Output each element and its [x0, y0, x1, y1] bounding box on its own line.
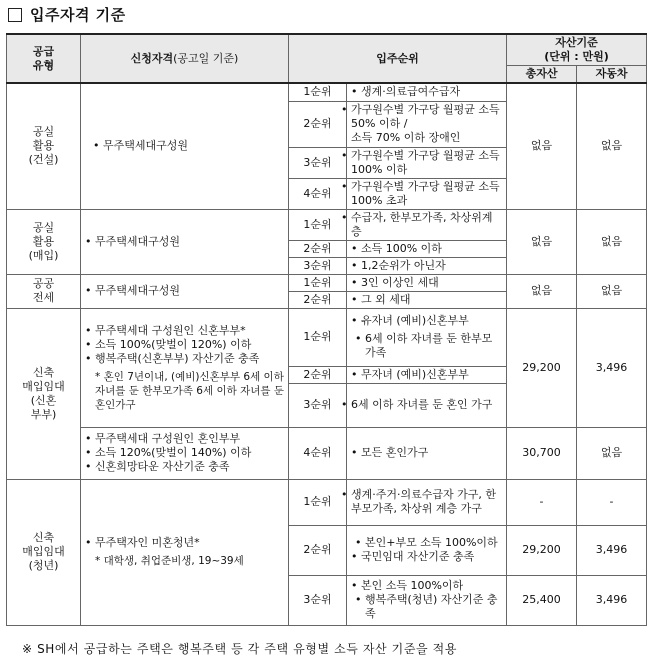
total-g5-3: 25,400 [507, 575, 577, 625]
rank-g1-1: 1순위 [289, 83, 347, 101]
qual-g4-a [81, 308, 289, 427]
rank-g5-1: 1순위 [289, 479, 347, 525]
qual-g2: • 무주택세대구성원 [81, 209, 289, 274]
qual-g5 [81, 479, 289, 625]
cond-g1-1: • 생계·의료급여수급자 [347, 83, 507, 101]
cond-g4-1 [347, 308, 507, 366]
rank-g4-3: 3순위 [289, 383, 347, 427]
header-total: 총자산 [507, 66, 577, 84]
qual-g5-note: * 대학생, 취업준비생, 19~39세 [95, 555, 244, 567]
qual-g4-b2: • 소득 120%(맞벌이 140%) 이하 [85, 446, 252, 459]
rank-g1-2: 2순위 [289, 101, 347, 147]
rank-g3-2: 2순위 [289, 291, 347, 308]
eligibility-table [6, 33, 647, 626]
car-g2: 없음 [577, 209, 647, 274]
type-g1: 공실 활용 (건설) [7, 83, 81, 209]
rank-g2-2: 2순위 [289, 240, 347, 257]
car-g4-b: 없음 [577, 427, 647, 479]
rank-g5-2: 2순위 [289, 525, 347, 575]
qual-g5-1: • 무주택자인 미혼청년* [85, 536, 200, 549]
qual-g4-a1: • 무주택세대 구성원인 신혼부부* [85, 323, 246, 337]
cond-g1-3: • 가구원수별 가구당 월평균 소득 100% 이하 [347, 147, 507, 178]
total-g3: 없음 [507, 274, 577, 308]
rank-g2-3: 3순위 [289, 257, 347, 274]
header-asset: 자산기준 (단위 : 만원) [507, 34, 647, 66]
total-g5-1: - [507, 479, 577, 525]
cond-g5-3 [347, 575, 507, 625]
total-g4-b: 30,700 [507, 427, 577, 479]
cond-g5-3a: • 본인 소득 100%이하 [351, 579, 464, 592]
car-g5-1: - [577, 479, 647, 525]
rank-g1-3: 3순위 [289, 147, 347, 178]
rank-g2-1: 1순위 [289, 209, 347, 240]
cond-g4-1b: • 6세 이하 자녀를 둔 한부모가족 [355, 332, 493, 359]
rank-g4-4: 4순위 [289, 427, 347, 479]
rank-g1-4: 4순위 [289, 178, 347, 209]
car-g5-2: 3,496 [577, 525, 647, 575]
qual-g4-b [81, 427, 289, 479]
cond-g1-2: • 가구원수별 가구당 월평균 소득 50% 이하 / 소득 70% 이하 장애인 [347, 101, 507, 147]
qual-g4-a2: • 소득 100%(맞벌이 120%) 이하 [85, 337, 252, 351]
cond-g4-1a: • 유자녀 (예비)신혼부부 [351, 314, 469, 327]
cond-g5-2a: • 본인+부모 소득 100%이하 [355, 536, 498, 549]
type-g4: 신축 매입임대 (신혼 부부) [7, 308, 81, 479]
rank-g5-3: 3순위 [289, 575, 347, 625]
cond-g4-3: • 6세 이하 자녀를 둔 혼인 가구 [347, 383, 507, 427]
cond-g1-4: • 가구원수별 가구당 월평균 소득 100% 초과 [347, 178, 507, 209]
cond-g4-2: • 무자녀 (예비)신혼부부 [347, 366, 507, 383]
cond-g5-2b: • 국민임대 자산기준 충족 [351, 550, 475, 563]
cond-g3-1: • 3인 이상인 세대 [347, 274, 507, 291]
rank-g4-1: 1순위 [289, 308, 347, 366]
header-type: 공급 유형 [7, 34, 81, 83]
type-g2: 공실 활용 (매입) [7, 209, 81, 274]
checkbox-square-icon [8, 8, 22, 22]
type-g3: 공공 전세 [7, 274, 81, 308]
total-g5-2: 29,200 [507, 525, 577, 575]
cond-g3-2: • 그 외 세대 [347, 291, 507, 308]
qual-g1: • 무주택세대구성원 [81, 83, 289, 209]
total-g4-a: 29,200 [507, 308, 577, 427]
qual-g4-note: * 혼인 7년이내, (예비)신혼부부 6세 이하 자녀를 둔 한부모가족 6세 이하 자녀를 둔 혼인가구 [95, 370, 284, 411]
rank-g3-1: 1순위 [289, 274, 347, 291]
cond-g2-2: • 소득 100% 이하 [347, 240, 507, 257]
section-title-text: 입주자격 기준 [30, 6, 126, 24]
total-g1: 없음 [507, 83, 577, 209]
type-g5: 신축 매입임대 (청년) [7, 479, 81, 625]
footnote: ※ SH에서 공급하는 주택은 행복주택 등 각 주택 유형별 소득 자산 기준을 적용 [22, 642, 458, 656]
header-car: 자동차 [577, 66, 647, 84]
header-qual: 신청자격(공고일 기준) [81, 34, 289, 83]
cond-g2-1: • 수급자, 한부모가족, 차상위계층 [347, 209, 507, 240]
qual-g3: • 무주택세대구성원 [81, 274, 289, 308]
car-g1: 없음 [577, 83, 647, 209]
car-g4-a: 3,496 [577, 308, 647, 427]
cond-g5-2 [347, 525, 507, 575]
qual-g4-b3: • 신혼희망타운 자산기준 충족 [85, 460, 230, 473]
cond-g4-4: • 모든 혼인가구 [347, 427, 507, 479]
total-g2: 없음 [507, 209, 577, 274]
qual-g4-a3: • 행복주택(신혼부부) 자산기준 충족 [85, 351, 260, 365]
header-priority: 입주순위 [289, 34, 507, 83]
car-g5-3: 3,496 [577, 575, 647, 625]
car-g3: 없음 [577, 274, 647, 308]
cond-g5-1: • 생계·주거·의료수급자 가구, 한부모가족, 차상위 계층 가구 [347, 479, 507, 525]
qual-g4-b1: • 무주택세대 구성원인 혼인부부 [85, 432, 241, 445]
cond-g5-3b: • 행복주택(청년) 자산기준 충족 [355, 593, 498, 620]
rank-g4-2: 2순위 [289, 366, 347, 383]
cond-g2-3: • 1,2순위가 아닌자 [347, 257, 507, 274]
section-title [8, 4, 126, 25]
